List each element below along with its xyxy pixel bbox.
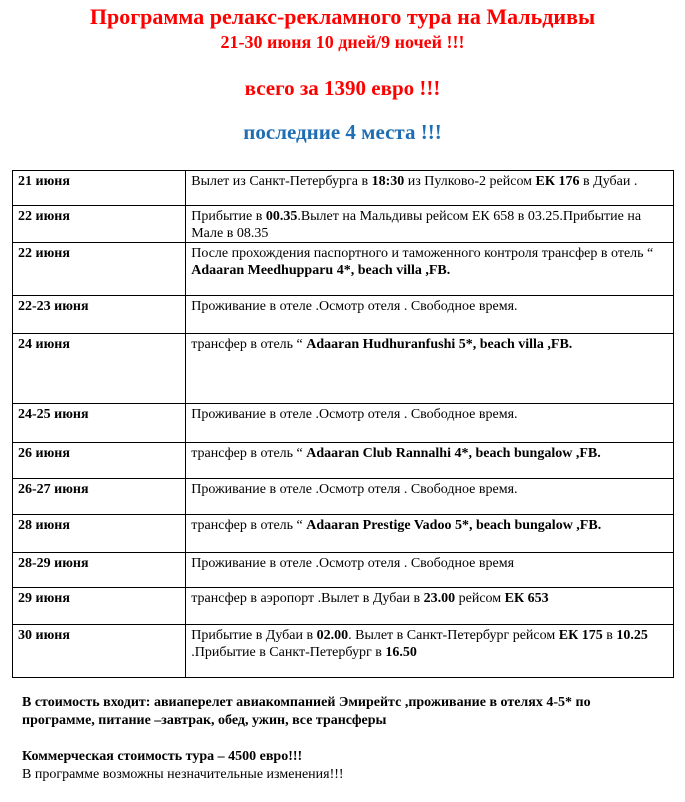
itinerary-date: 21 июня — [13, 171, 186, 206]
itinerary-highlight: ЕК 175 — [558, 628, 603, 643]
itinerary-text: Прибытие в Дубаи в — [191, 628, 317, 643]
price-includes-line-2: программе, питание –завтрак, обед, ужин, все трансферы — [22, 713, 387, 728]
itinerary-description — [186, 334, 674, 404]
itinerary-row — [13, 479, 674, 515]
tour-price: всего за 1390 евро !!! — [244, 76, 441, 100]
itinerary-date: 24-25 июня — [13, 404, 186, 443]
itinerary-description — [186, 404, 674, 443]
changes-note: В программе возможны незначительные изменения!!! — [22, 767, 344, 782]
itinerary-text: Проживание в отеле .Осмотр отеля . Свободное время. — [191, 299, 518, 314]
itinerary-description — [186, 296, 674, 334]
itinerary-text: из Пулково-2 рейсом — [404, 174, 536, 189]
itinerary-row — [13, 553, 674, 588]
itinerary-date: 22 июня — [13, 243, 186, 296]
itinerary-text: После прохождения паспортного и таможенного контроля трансфер в отель “ — [191, 246, 654, 261]
itinerary-date: 26 июня — [13, 443, 186, 479]
itinerary-date: 26-27 июня — [13, 479, 186, 515]
itinerary-highlight: 16.50 — [385, 645, 417, 660]
itinerary-text: Прибытие в — [191, 209, 266, 224]
itinerary-text: трансфер в отель “ — [191, 446, 307, 461]
itinerary-description — [186, 206, 674, 243]
itinerary-highlight: 00.35 — [265, 209, 298, 224]
itinerary-text: в — [602, 628, 617, 643]
itinerary-text: трансфер в отель “ — [191, 518, 307, 533]
itinerary-row — [13, 515, 674, 553]
itinerary-date: 28-29 июня — [13, 553, 186, 588]
itinerary-description — [186, 553, 674, 588]
itinerary-description — [186, 588, 674, 625]
itinerary-highlight: ЕК 176 — [535, 174, 580, 189]
itinerary-text: Вылет из Санкт-Петербурга в — [191, 174, 372, 189]
itinerary-date: 22-23 июня — [13, 296, 186, 334]
itinerary-row — [13, 171, 674, 206]
itinerary-table — [12, 170, 674, 678]
itinerary-text: Проживание в отеле .Осмотр отеля . Свободное время. — [191, 482, 518, 497]
itinerary-text: трансфер в отель “ — [191, 337, 307, 352]
itinerary-date: 22 июня — [13, 206, 186, 243]
itinerary-row — [13, 296, 674, 334]
itinerary-highlight: Adaaran Hudhuranfushi 5*, beach villa ,FB. — [306, 337, 573, 352]
itinerary-description — [186, 243, 674, 296]
itinerary-highlight: Adaaran Meedhupparu 4*, beach villa ,FB. — [191, 263, 451, 278]
itinerary-description — [186, 479, 674, 515]
itinerary-date: 30 июня — [13, 625, 186, 678]
price-includes — [22, 694, 591, 730]
itinerary-date: 24 июня — [13, 334, 186, 404]
itinerary-description — [186, 171, 674, 206]
itinerary-text: трансфер в аэропорт .Вылет в Дубаи в — [191, 591, 424, 606]
itinerary-text: в Дубаи . — [579, 174, 638, 189]
itinerary-highlight: Adaaran Club Rannalhi 4*, beach bungalow ,FB. — [306, 446, 601, 461]
itinerary-text: . Вылет в Санкт-Петербург рейсом — [348, 628, 559, 643]
itinerary-date: 28 июня — [13, 515, 186, 553]
itinerary-description — [186, 515, 674, 553]
itinerary-row — [13, 588, 674, 625]
itinerary-text: Проживание в отеле .Осмотр отеля . Свободное время. — [191, 407, 518, 422]
itinerary-text: Проживание в отеле .Осмотр отеля . Свободное время — [191, 556, 515, 571]
itinerary-highlight: 10.25 — [616, 628, 648, 643]
itinerary-highlight: 18:30 — [371, 174, 405, 189]
itinerary-text: рейсом — [455, 591, 505, 606]
itinerary-row — [13, 206, 674, 243]
commercial-price: Коммерческая стоимость тура – 4500 евро!!! — [22, 749, 303, 764]
itinerary-text: .Вылет на Мальдивы рейсом ЕК 658 в 03.25.Прибытие на Мале в 08.35 — [191, 209, 642, 241]
itinerary-highlight: Adaaran Prestige Vadoo 5*, beach bungalow ,FB. — [306, 518, 602, 533]
itinerary-date: 29 июня — [13, 588, 186, 625]
itinerary-description — [186, 443, 674, 479]
itinerary-highlight: 23.00 — [423, 591, 456, 606]
seats-left: последние 4 места !!! — [243, 120, 442, 144]
itinerary-highlight: 02.00 — [316, 628, 349, 643]
price-includes-line-1: В стоимость входит: авиаперелет авиакомпанией Эмирейтс ,проживание в отелях 4-5* по — [22, 695, 591, 710]
itinerary-row — [13, 404, 674, 443]
itinerary-row — [13, 625, 674, 678]
itinerary-row — [13, 443, 674, 479]
itinerary-row — [13, 243, 674, 296]
tour-title: Программа релакс-рекламного тура на Мальдивы — [89, 4, 596, 29]
itinerary-description — [186, 625, 674, 678]
itinerary-row — [13, 334, 674, 404]
itinerary-text: .Прибытие в Санкт-Петербург в — [191, 645, 386, 660]
itinerary-highlight: ЕК 653 — [504, 591, 549, 606]
tour-dates: 21-30 июня 10 дней/9 ночей !!! — [220, 32, 465, 52]
